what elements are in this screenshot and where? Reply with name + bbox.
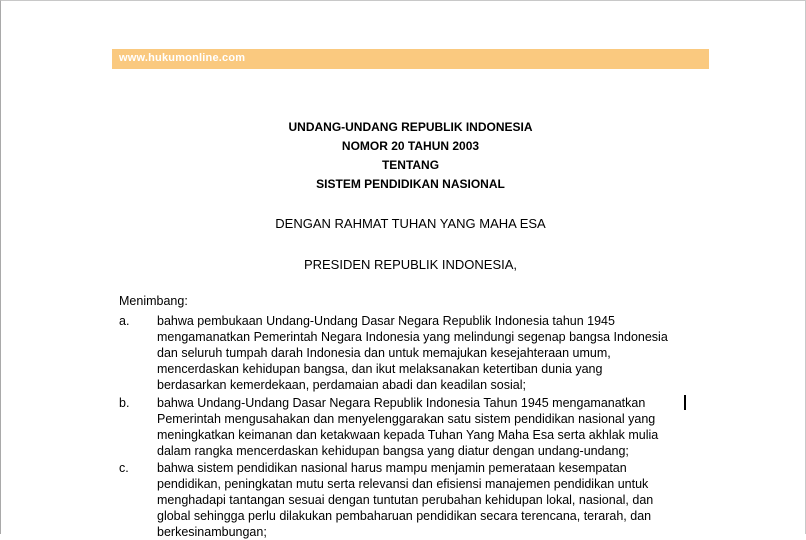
banner-url-text: www.hukumonline.com [119, 52, 246, 64]
item-b-line-2: Pemerintah mengusahakan dan menyelenggarakan satu sistem pendidikan nasional yang [157, 412, 656, 426]
title-line-1: UNDANG-UNDANG REPUBLIK INDONESIA [288, 120, 533, 134]
title-line-2: NOMOR 20 TAHUN 2003 [341, 139, 480, 153]
text-cursor [684, 395, 686, 410]
item-a-line-4: mencerdaskan kehidupan bangsa, dan ikut melaksanakan ketertiban dunia yang [157, 362, 603, 376]
item-c-marker: c. [119, 461, 129, 475]
item-c-line-2: pendidikan, peningkatan mutu serta relevansi dan efisiensi manajemen pendidikan untuk [157, 477, 649, 491]
item-b-line-3: meningkatkan keimanan dan ketakwaan kepada Tuhan Yang Maha Esa serta akhlak mulia [157, 428, 659, 442]
considering-heading: Menimbang: [119, 294, 188, 308]
item-c-line-3: menghadapi tantangan sesuai dengan tuntutan perubahan kehidupan lokal, nasional, dan [157, 493, 654, 507]
item-a-marker: a. [119, 314, 130, 328]
item-c-line-4: global sehingga perlu dilakukan pembaharuan pendidikan secara terencana, terarah, dan [157, 509, 652, 523]
header-banner [112, 49, 709, 69]
item-b-line-4: dalam rangka mencerdaskan kehidupan bangsa yang diatur dengan undang-undang; [157, 444, 629, 458]
title-line-3: TENTANG [381, 158, 440, 172]
president-line: PRESIDEN REPUBLIK INDONESIA, [303, 257, 518, 272]
item-b-marker: b. [119, 396, 130, 410]
blessing-line: DENGAN RAHMAT TUHAN YANG MAHA ESA [275, 216, 546, 231]
item-a-line-5: berdasarkan kemerdekaan, perdamaian abadi dan keadilan sosial; [157, 378, 526, 392]
item-c-line-1: bahwa sistem pendidikan nasional harus mampu menjamin pemerataan kesempatan [157, 461, 627, 475]
item-a-line-1: bahwa pembukaan Undang-Undang Dasar Negara Republik Indonesia tahun 1945 [157, 314, 615, 328]
item-a-line-3: dan seluruh tumpah darah Indonesia dan untuk memajukan kesejahteraan umum, [157, 346, 611, 360]
title-line-4: SISTEM PENDIDIKAN NASIONAL [316, 177, 505, 191]
item-a-line-2: mengamanatkan Pemerintah Negara Indonesia yang melindungi segenap bangsa Indonesia [157, 330, 668, 344]
item-b-line-1: bahwa Undang-Undang Dasar Negara Republik Indonesia Tahun 1945 mengamanatkan [157, 396, 646, 410]
item-c-line-5: berkesinambungan; [157, 525, 267, 539]
